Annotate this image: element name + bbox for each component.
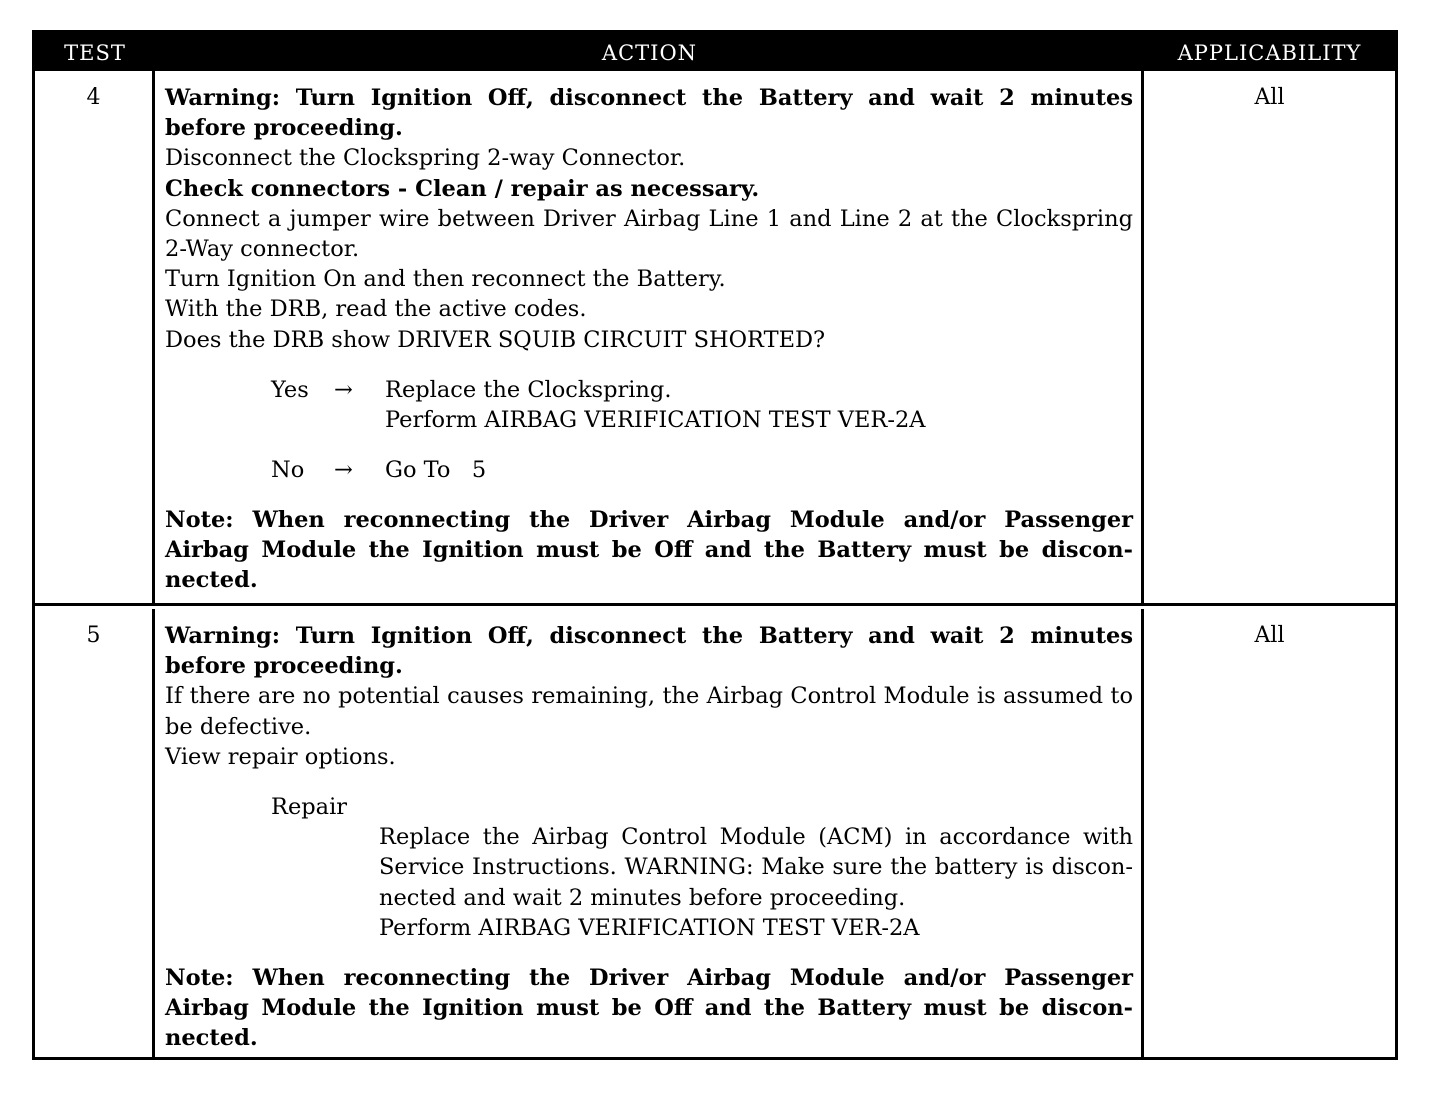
check-text: Check connectors - Clean / repair as necessary. xyxy=(165,175,760,202)
no-result: Go To 5 xyxy=(385,457,487,484)
action-cell xyxy=(155,609,1144,1057)
applicability-value: All xyxy=(1254,85,1285,110)
table-header xyxy=(35,33,1395,71)
no-branch xyxy=(165,455,1133,485)
question-text: Does the DRB show DRIVER SQUIB CIRCUIT SHORTED? xyxy=(165,326,826,353)
repair-label: Repair xyxy=(271,794,348,821)
no-label: No xyxy=(271,457,305,484)
repair-text: Replace the Airbag Control Module (ACM) in accordance with Service Instructions. WARNING: Make sure the battery is discon-nected and wait 2 minutes before proceeding. xyxy=(379,824,1133,911)
repair-verify: Perform AIRBAG VERIFICATION TEST VER-2A xyxy=(379,914,920,941)
step-text: With the DRB, read the active codes. xyxy=(165,296,587,323)
step-text: Disconnect the Clockspring 2-way Connector. xyxy=(165,145,686,172)
step-text: If there are no potential causes remaining, the Airbag Control Module is assumed to be defective. xyxy=(165,683,1133,740)
applicability-value: All xyxy=(1254,623,1285,648)
step-text: Turn Ignition On and then reconnect the Battery. xyxy=(165,266,726,293)
test-row-5 xyxy=(35,609,1395,1057)
yes-branch xyxy=(165,375,1133,405)
header-applicability: APPLICABILITY xyxy=(1177,41,1362,65)
step-text: Connect a jumper wire between Driver Airbag Line 1 and Line 2 at the Clockspring 2-Way connector. xyxy=(165,205,1133,263)
header-test: TEST xyxy=(64,41,126,65)
action-cell xyxy=(155,71,1144,603)
yes-label: Yes xyxy=(271,376,309,403)
yes-result: Replace the Clockspring. xyxy=(385,376,672,403)
warning-text: Warning: Turn Ignition Off, disconnect the Battery and wait 2 minutes before proceeding. xyxy=(165,85,1133,142)
test-number: 5 xyxy=(35,609,155,1057)
note-text: Note: When reconnecting the Driver Airbag Module and/or Passenger Airbag Module the Ignition must be Off and the Battery must be discon-nected. xyxy=(165,965,1133,1052)
diagnostic-table xyxy=(32,30,1398,1060)
warning-text: Warning: Turn Ignition Off, disconnect the Battery and wait 2 minutes before proceeding. xyxy=(165,623,1133,680)
arrow-icon: → xyxy=(334,376,353,403)
note-text: Note: When reconnecting the Driver Airbag Module and/or Passenger Airbag Module the Ignition must be Off and the Battery must be discon-nected. xyxy=(165,507,1133,594)
test-row-4 xyxy=(35,71,1395,606)
arrow-icon: → xyxy=(334,457,353,484)
test-number: 4 xyxy=(35,71,155,603)
header-action: ACTION xyxy=(601,41,698,65)
yes-result-verify: Perform AIRBAG VERIFICATION TEST VER-2A xyxy=(385,406,926,433)
step-text: View repair options. xyxy=(165,743,396,770)
